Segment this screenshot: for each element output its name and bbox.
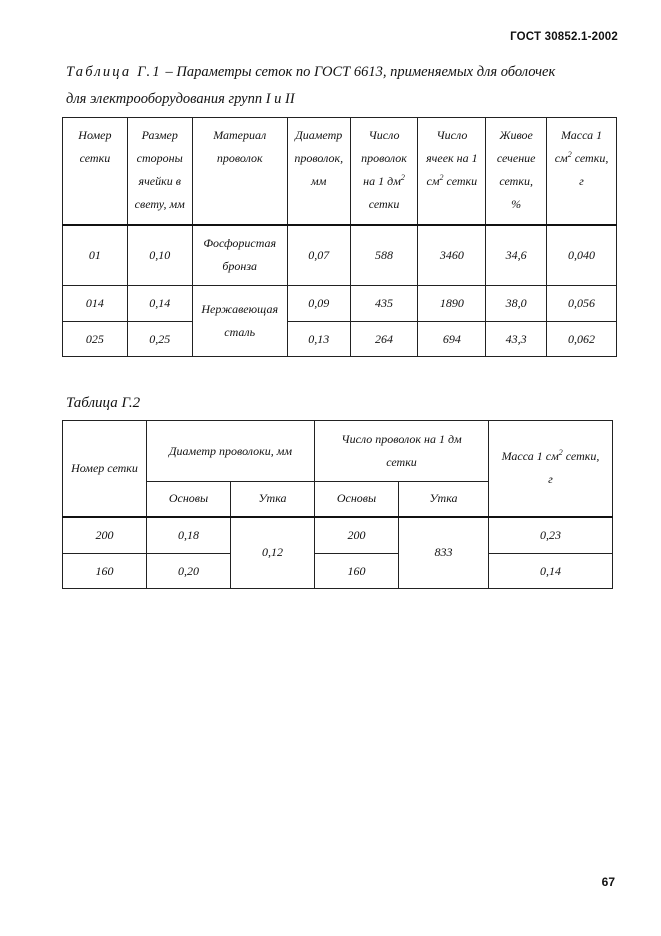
document-code: ГОСТ 30852.1-2002 xyxy=(510,31,618,43)
header-mass: Масса 1 $см^2$ сетки, г xyxy=(489,421,613,517)
cell-cells: 1890 xyxy=(418,286,486,322)
cell-warp-diameter: 0,18 xyxy=(147,517,231,554)
table1-caption-text: – Параметры сеток по ГОСТ 6613, применяемых для оболочек xyxy=(161,64,556,80)
cell-open-area: 43,3 xyxy=(486,322,547,357)
cell-size: 0,25 xyxy=(127,322,192,357)
cell-cells: 3460 xyxy=(418,225,486,286)
cell-material: Нержавеющая сталь xyxy=(192,286,287,357)
cell-size: 0,10 xyxy=(127,225,192,286)
cell-weft-diameter: 0,12 xyxy=(231,517,315,589)
cell-mesh: 200 xyxy=(63,517,147,554)
table1-caption-line2: для электрооборудования групп I и II xyxy=(66,91,295,107)
header-open-area: Живое сечение сетки, % xyxy=(486,118,547,225)
cell-wires: 264 xyxy=(350,322,418,357)
header-wire-diameter: Диаметр проволок, мм xyxy=(287,118,350,225)
table2-caption: Таблица Г.2 xyxy=(66,395,141,411)
cell-mass: 0,23 xyxy=(489,517,613,554)
header-cell-size: Размер стороны ячейки в свету, мм xyxy=(127,118,192,225)
header-mass: Масса 1 $см^2$ сетки, г xyxy=(547,118,617,225)
cell-material: Фосфористая бронза xyxy=(192,225,287,286)
cell-open-area: 34,6 xyxy=(486,225,547,286)
header-mesh-number: Номер сетки xyxy=(63,421,147,517)
mesh-parameters-table xyxy=(62,117,617,357)
cell-mass: 0,14 xyxy=(489,554,613,589)
cell-weft-count: 833 xyxy=(399,517,489,589)
header-mesh-number: Номер сетки xyxy=(63,118,128,225)
cell-mass: 0,062 xyxy=(547,322,617,357)
header-warp-count: Основы xyxy=(315,482,399,517)
header-weft: Утка xyxy=(231,482,315,517)
header-wire-count-group: Число проволок на 1 дм сетки xyxy=(315,421,489,482)
cell-warp-count: 160 xyxy=(315,554,399,589)
cell-open-area: 38,0 xyxy=(486,286,547,322)
table-row xyxy=(63,517,613,554)
cell-mesh: 014 xyxy=(63,286,128,322)
header-warp: Основы xyxy=(147,482,231,517)
header-cell-count: Число ячеек на 1 $см^2$ сетки xyxy=(418,118,486,225)
table1-caption-label: Таблица Г.1 xyxy=(66,64,162,80)
wire-diameter-table xyxy=(62,420,613,589)
cell-diameter: 0,09 xyxy=(287,286,350,322)
header-wire-diameter-group: Диаметр проволоки, мм xyxy=(147,421,315,482)
header-wire-count: Число проволок на 1 $дм^2$ сетки xyxy=(350,118,418,225)
cell-wires: 588 xyxy=(350,225,418,286)
cell-diameter: 0,13 xyxy=(287,322,350,357)
cell-warp-diameter: 0,20 xyxy=(147,554,231,589)
table-row xyxy=(63,322,617,357)
header-weft-count: Утка xyxy=(399,482,489,517)
cell-mesh: 160 xyxy=(63,554,147,589)
cell-diameter: 0,07 xyxy=(287,225,350,286)
page-number: 67 xyxy=(601,875,615,889)
table-row xyxy=(63,554,613,589)
cell-size: 0,14 xyxy=(127,286,192,322)
table-row xyxy=(63,225,617,286)
cell-wires: 435 xyxy=(350,286,418,322)
cell-cells: 694 xyxy=(418,322,486,357)
cell-mass: 0,056 xyxy=(547,286,617,322)
table1-caption xyxy=(66,59,555,86)
header-material: Материал проволок xyxy=(192,118,287,225)
cell-warp-count: 200 xyxy=(315,517,399,554)
cell-mass: 0,040 xyxy=(547,225,617,286)
table-row xyxy=(63,286,617,322)
cell-mesh: 025 xyxy=(63,322,128,357)
cell-mesh: 01 xyxy=(63,225,128,286)
